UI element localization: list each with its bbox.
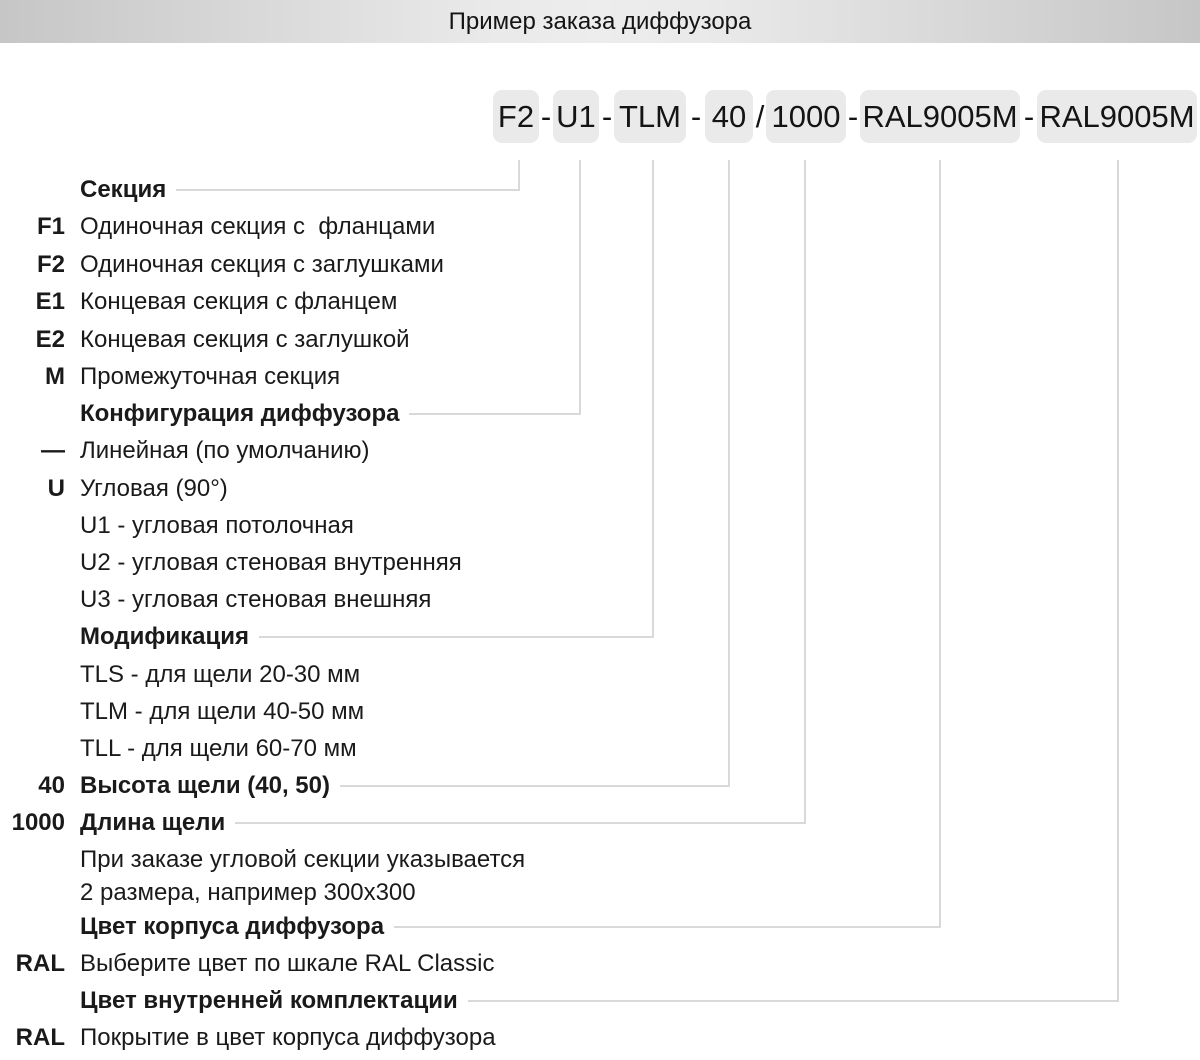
legend-section-heading: Цвет корпуса диффузора — [80, 913, 385, 940]
order-code-segment: 1000 — [766, 90, 846, 143]
legend-row-code: E1 — [35, 288, 65, 315]
legend-section-heading: Высота щели (40, 50) — [80, 772, 330, 799]
connector-line-horizontal — [468, 1000, 1119, 1002]
legend-row — [0, 585, 1150, 615]
legend-row — [0, 212, 1150, 242]
connector-line-horizontal — [340, 785, 730, 787]
legend-section-heading: Длина щели — [80, 809, 226, 836]
legend-row-label: U2 - угловая стеновая внутренняя — [80, 549, 462, 576]
legend-row — [0, 287, 1150, 317]
order-code-segment: F2 — [493, 90, 539, 143]
legend-row — [0, 399, 581, 429]
legend-row — [0, 622, 654, 652]
legend-row — [0, 1023, 1150, 1053]
legend-section-heading: Секция — [80, 176, 167, 203]
legend-row — [0, 771, 730, 801]
legend-row — [0, 436, 1150, 466]
legend-row — [0, 660, 1150, 690]
order-code-separator: / — [755, 98, 765, 134]
legend-row — [0, 845, 1150, 875]
legend-section-heading: Цвет внутренней комплектации — [80, 987, 458, 1014]
order-code-segment: RAL9005M — [1037, 90, 1197, 143]
legend-row-code: F2 — [36, 251, 65, 278]
legend-row-label: TLL - для щели 60-70 мм — [80, 735, 357, 762]
legend-row — [0, 548, 1150, 578]
legend-row-code: E2 — [35, 326, 65, 353]
legend-row — [0, 986, 1119, 1016]
legend-row-code: 40 — [38, 772, 65, 799]
order-code-segment: U1 — [553, 90, 599, 143]
legend-row — [0, 511, 1150, 541]
connector-line-horizontal — [409, 413, 581, 415]
order-code-separator: - — [601, 98, 613, 134]
legend-row — [0, 250, 1150, 280]
legend-row — [0, 734, 1150, 764]
legend-row-label: Угловая (90°) — [80, 475, 228, 502]
legend-row-code: M — [45, 363, 65, 390]
order-code-separator: - — [1023, 98, 1035, 134]
legend-row-label: Одиночная секция с заглушками — [80, 251, 444, 278]
order-code-segment: TLM — [614, 90, 686, 143]
legend-row — [0, 474, 1150, 504]
legend-row-label: 2 размера, например 300x300 — [80, 879, 416, 906]
connector-line-horizontal — [394, 926, 941, 928]
legend-row — [0, 697, 1150, 727]
legend-row-label: TLS - для щели 20-30 мм — [80, 661, 361, 688]
connector-line-horizontal — [235, 822, 806, 824]
legend-row-code: RAL — [15, 1024, 65, 1051]
legend-row-code: RAL — [15, 950, 65, 977]
legend-row-code: U — [47, 475, 65, 502]
legend-row — [0, 325, 1150, 355]
legend-row-label: При заказе угловой секции указывается — [80, 846, 526, 873]
legend-section-heading: Конфигурация диффузора — [80, 400, 400, 427]
legend-section-heading: Модификация — [80, 623, 249, 650]
legend-row-label: Промежуточная секция — [80, 363, 341, 390]
legend-row — [0, 808, 806, 838]
legend-row-label: U1 - угловая потолочная — [80, 512, 354, 539]
legend-row-label: Концевая секция с фланцем — [80, 288, 398, 315]
order-code-separator: - — [847, 98, 859, 134]
legend-row-label: Выберите цвет по шкале RAL Classic — [80, 950, 495, 977]
legend-row-code: F1 — [36, 213, 65, 240]
connector-line-horizontal — [259, 636, 654, 638]
legend-row-label: Концевая секция с заглушкой — [80, 326, 410, 353]
legend-row — [0, 878, 1150, 908]
order-code-segment: 40 — [705, 90, 753, 143]
order-code-separator: - — [540, 98, 552, 134]
legend-row-code: 1000 — [11, 809, 65, 836]
order-code-segment: RAL9005M — [860, 90, 1020, 143]
order-code-separator: - — [690, 98, 702, 134]
legend-row — [0, 175, 520, 205]
legend-row-label: U3 - угловая стеновая внешняя — [80, 586, 432, 613]
legend-row — [0, 362, 1150, 392]
diagram-title: Пример заказа диффузора — [448, 7, 752, 35]
diagram-title-bar — [0, 0, 1200, 43]
legend-row-label: TLM - для щели 40-50 мм — [80, 698, 365, 725]
legend-row — [0, 912, 941, 942]
legend-row-label: Одиночная секция с фланцами — [80, 213, 436, 240]
legend-row-label: Покрытие в цвет корпуса диффузора — [80, 1024, 496, 1051]
legend-row — [0, 949, 1150, 979]
legend-row-label: Линейная (по умолчанию) — [80, 437, 370, 464]
connector-line-horizontal — [176, 189, 520, 191]
legend-row-code: — — [41, 437, 65, 464]
